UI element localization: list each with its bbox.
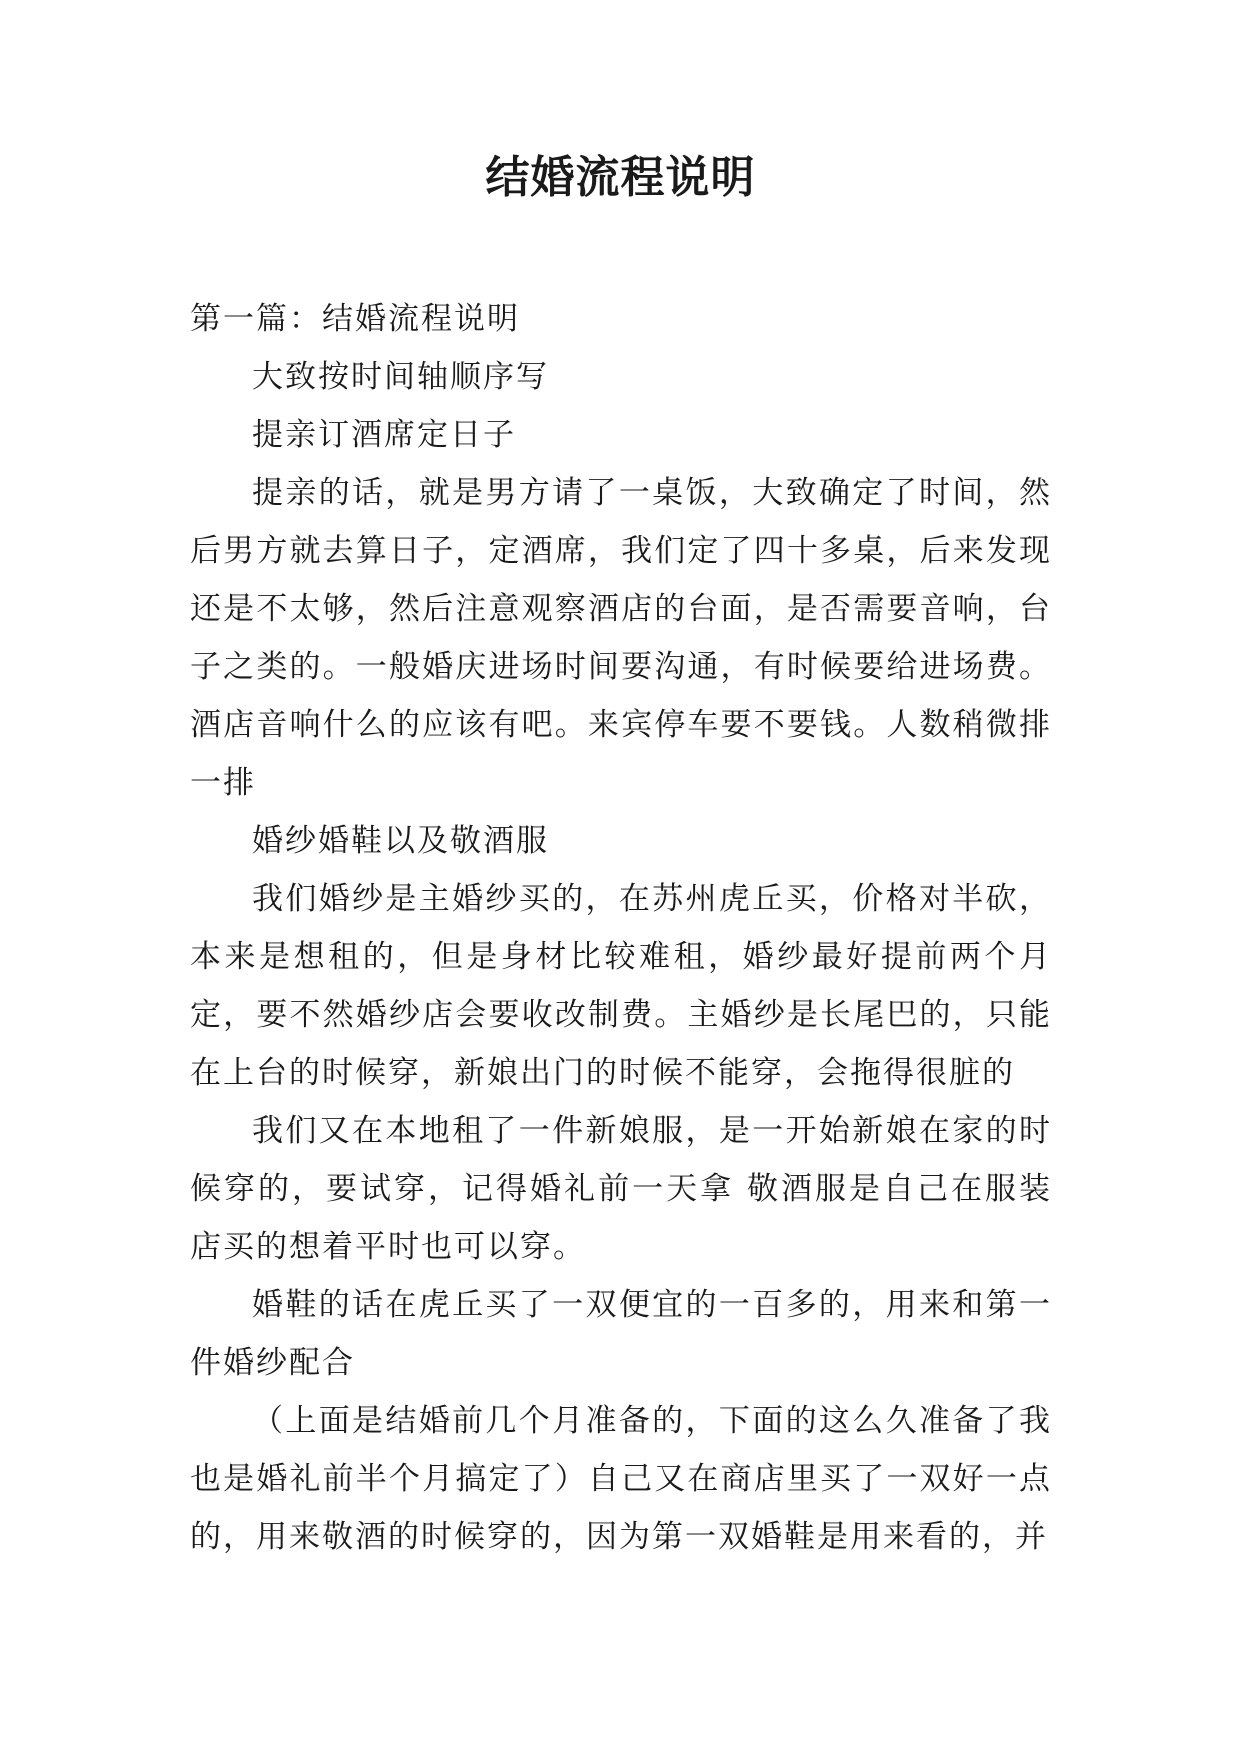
paragraph-dress-1: 我们婚纱是主婚纱买的，在苏州虎丘买，价格对半砍，本来是想租的，但是身材比较难租，婚纱最好提前两个月定，要不然婚纱店会要收改制费。主婚纱是长尾巴的，只能在上台的时候穿，新娘出门的时候不能穿，会拖得很脏的: [190, 881, 1052, 1091]
paragraph-proposal: 提亲的话，就是男方请了一桌饭，大致确定了时间，然后男方就去算日子，定酒席，我们定了四十多桌，后来发现还是不太够，然后注意观察酒店的台面，是否需要音响，台子之类的。一般婚庆进场时间要沟通，有时候要给进场费。酒店音响什么的应该有吧。来宾停车要不要钱。人数稍微排一排: [190, 475, 1052, 801]
section-heading-proposal: 提亲订酒席定日子: [252, 417, 516, 453]
section-heading-dress: 婚纱婚鞋以及敬酒服: [252, 823, 549, 859]
paragraph-dress-2: 我们又在本地租了一件新娘服，是一开始新娘在家的时候穿的，要试穿，记得婚礼前一天拿 敬酒服是自己在服装店买的想着平时也可以穿。: [190, 1113, 1052, 1265]
document-title: 结婚流程说明: [485, 152, 756, 203]
paragraph-shoes-1: 婚鞋的话在虎丘买了一双便宜的一百多的，用来和第一件婚纱配合: [190, 1287, 1052, 1381]
document-body: [190, 290, 1052, 1566]
subtitle-timeline: 大致按时间轴顺序写: [252, 359, 549, 395]
chapter-heading: 第一篇：结婚流程说明: [190, 301, 520, 337]
paragraph-shoes-2: （上面是结婚前几个月准备的，下面的这么久准备了我也是婚礼前半个月搞定了）自己又在商店里买了一双好一点的，用来敬酒的时候穿的，因为第一双婚鞋是用来看的，并: [190, 1403, 1052, 1555]
